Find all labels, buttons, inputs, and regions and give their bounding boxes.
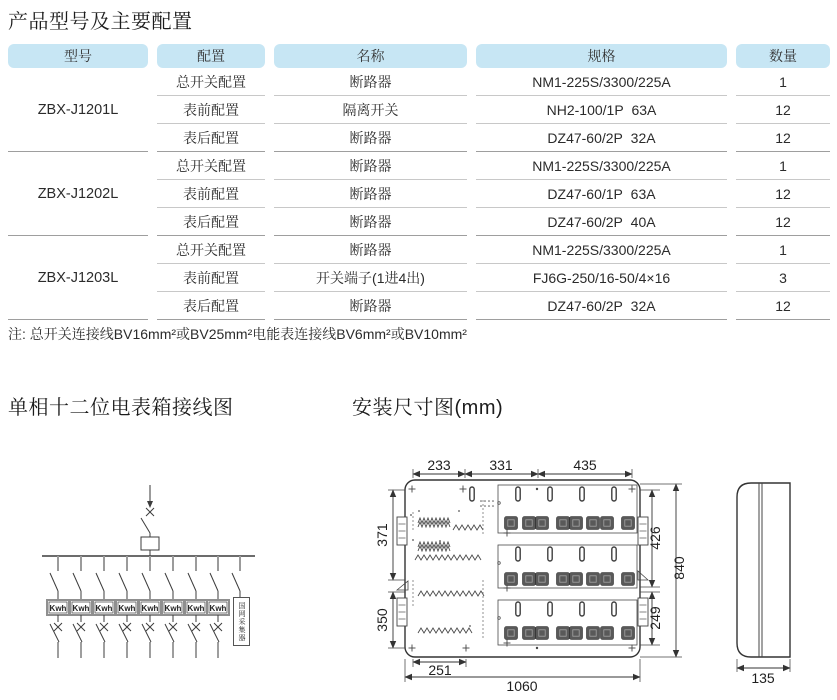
- dim-top-mid-label: 331: [489, 457, 513, 473]
- qty-cell: 12: [736, 124, 830, 152]
- dimension-drawing-svg: [350, 440, 837, 700]
- feed-arrow-icon: [147, 501, 153, 508]
- spec-cell: NM1-225S/3300/225A: [476, 152, 727, 180]
- qty-cell: 12: [736, 96, 830, 124]
- front-view: [397, 480, 648, 657]
- meter-branches: [47, 556, 229, 658]
- name-cell: 断路器: [274, 68, 467, 96]
- dim-left-upper-label: 371: [374, 523, 390, 547]
- spec-cell: DZ47-60/2P 40A: [476, 208, 727, 236]
- spec-cell: FJ6G-250/16-50/4×16: [476, 264, 727, 292]
- dimension-drawing: [350, 440, 837, 700]
- dim-left-lower-label: 350: [374, 608, 390, 632]
- qty-cell: 1: [736, 68, 830, 96]
- config-cell: 表前配置: [157, 264, 265, 292]
- spec-cell: NM1-225S/3300/225A: [476, 68, 727, 96]
- kwh-meter-label: Kwh: [187, 604, 205, 613]
- spec-cell: DZ47-60/2P 32A: [476, 292, 727, 320]
- col-header-config: 配置: [157, 44, 265, 68]
- kwh-meter-label: Kwh: [164, 604, 182, 613]
- config-cell: 总开关配置: [157, 236, 265, 264]
- col-header-model: 型号: [8, 44, 148, 68]
- collector-box: 国网采集器: [233, 597, 250, 646]
- wiring-diagram-svg: [0, 440, 320, 680]
- main-feed: [141, 485, 159, 556]
- dim-top-right-label: 435: [573, 457, 597, 473]
- name-cell: 断路器: [274, 124, 467, 152]
- spec-cell: DZ47-60/1P 63A: [476, 180, 727, 208]
- kwh-meter-label: Kwh: [49, 604, 67, 613]
- col-header-name: 名称: [274, 44, 467, 68]
- name-cell: 断路器: [274, 236, 467, 264]
- name-cell: 断路器: [274, 152, 467, 180]
- model-cell: ZBX-J1202L: [8, 152, 148, 236]
- name-cell: 开关端子(1进4出): [274, 264, 467, 292]
- qty-cell: 1: [736, 152, 830, 180]
- dim-right-upper-label: 426: [647, 526, 663, 550]
- spec-cell: DZ47-60/2P 32A: [476, 124, 727, 152]
- model-cell: ZBX-J1203L: [8, 236, 148, 320]
- main-breaker-box: [141, 537, 159, 550]
- spec-table: [8, 44, 830, 320]
- config-cell: 表后配置: [157, 124, 265, 152]
- qty-cell: 12: [736, 208, 830, 236]
- config-cell: 总开关配置: [157, 152, 265, 180]
- dim-bottom-inner-label: 251: [428, 662, 452, 678]
- model-cell: ZBX-J1201L: [8, 68, 148, 152]
- kwh-meter-label: Kwh: [209, 604, 227, 613]
- name-cell: 断路器: [274, 180, 467, 208]
- qty-cell: 1: [736, 236, 830, 264]
- kwh-meter-label: Kwh: [72, 604, 90, 613]
- wiring-section-title: 单相十二位电表箱接线图: [8, 397, 234, 419]
- qty-cell: 12: [736, 292, 830, 320]
- kwh-meter-label: Kwh: [95, 604, 113, 613]
- col-header-spec: 规格: [476, 44, 727, 68]
- col-header-qty: 数量: [736, 44, 830, 68]
- collector-branch: [232, 556, 240, 597]
- dimension-section-title: 安装尺寸图(mm): [352, 397, 504, 419]
- name-cell: 断路器: [274, 292, 467, 320]
- kwh-meter-label: Kwh: [118, 604, 136, 613]
- config-cell: 表后配置: [157, 292, 265, 320]
- name-cell: 隔离开关: [274, 96, 467, 124]
- wire-note: 注: 总开关连接线BV16mm²或BV25mm²电能表连接线BV6mm²或BV10mm²: [8, 326, 467, 342]
- dim-right-lower-label: 249: [647, 606, 663, 630]
- config-cell: 表后配置: [157, 208, 265, 236]
- dim-depth-label: 135: [751, 670, 775, 686]
- config-cell: 表前配置: [157, 180, 265, 208]
- kwh-meter-label: Kwh: [141, 604, 159, 613]
- spec-cell: NH2-100/1P 63A: [476, 96, 727, 124]
- name-cell: 断路器: [274, 208, 467, 236]
- qty-cell: 3: [736, 264, 830, 292]
- dim-top-left-label: 233: [427, 457, 451, 473]
- dim-height-label: 840: [671, 556, 687, 580]
- wiring-diagram: [0, 440, 320, 680]
- page-title: 产品型号及主要配置: [8, 11, 193, 33]
- side-outline: [737, 483, 790, 657]
- dim-width-label: 1060: [506, 678, 538, 694]
- spec-cell: NM1-225S/3300/225A: [476, 236, 727, 264]
- config-cell: 表前配置: [157, 96, 265, 124]
- qty-cell: 12: [736, 180, 830, 208]
- config-cell: 总开关配置: [157, 68, 265, 96]
- side-view: [737, 483, 790, 686]
